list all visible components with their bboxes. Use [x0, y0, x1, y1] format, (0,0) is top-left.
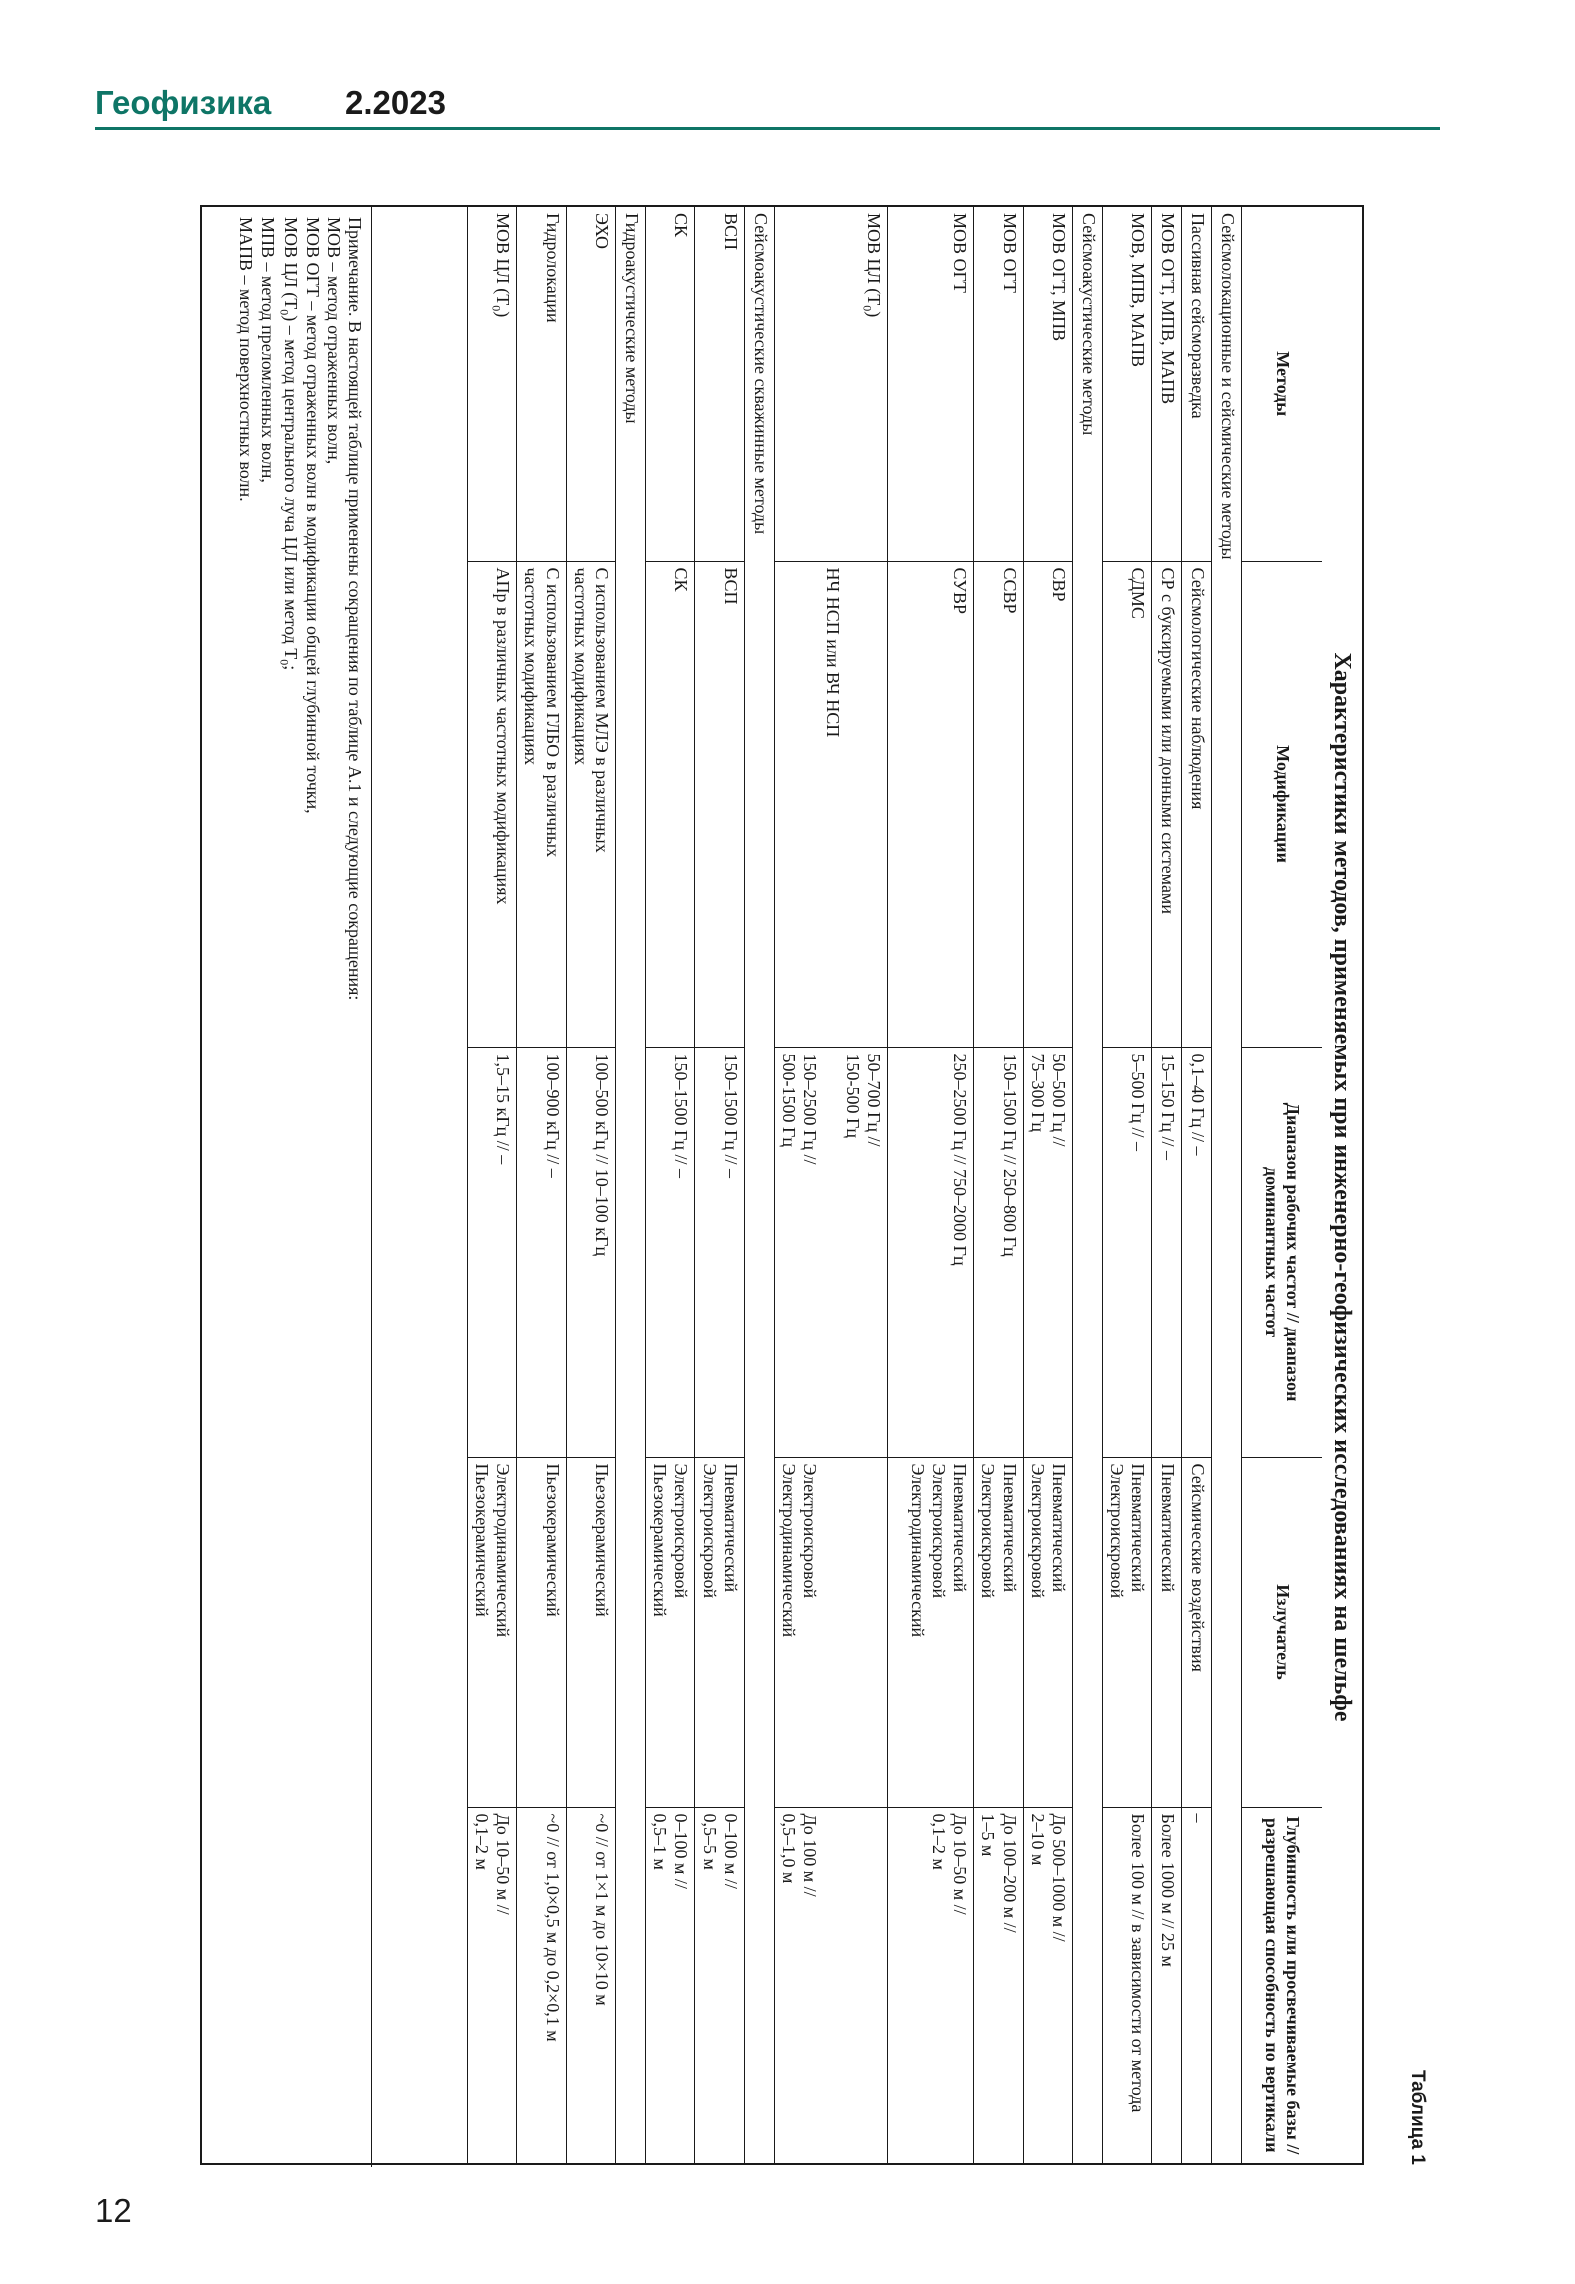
table-row: [695, 207, 744, 2163]
note-intro: Примечание. В настоящей таблице применены сокращения по таблице А.1 и следующие сокращения:: [345, 217, 365, 1001]
note-item: МПВ – метод преломленных волн,: [257, 217, 278, 483]
frequency-cell: [1182, 1047, 1212, 1457]
journal-name: Геофизика: [95, 84, 272, 121]
emitter-cell: [467, 1457, 516, 1807]
emitter-cell-line: [842, 1464, 863, 1801]
emitter-cell-line: Пьезокерамический: [471, 1463, 492, 1617]
method-cell: СК: [645, 207, 694, 561]
section-title: Сейсмоакустические скважинные методы: [744, 207, 774, 2163]
depth-cell: [517, 1807, 566, 2163]
emitter-cell-line: Пневматический: [1128, 1463, 1149, 1593]
method-cell: ЭХО: [566, 207, 615, 561]
emitter-cell-line: Электроискровой: [928, 1463, 949, 1599]
modification-cell: СК: [645, 561, 694, 1047]
method-cell: МОВ ОГТ, МПВ: [1023, 207, 1072, 561]
depth-cell: [774, 1807, 887, 2163]
method-cell: МОВ ОГТ: [888, 207, 974, 561]
emitter-cell-line: Электроискровой: [800, 1463, 821, 1599]
modification-cell: СР с буксируемыми или донными системами: [1152, 561, 1182, 1047]
depth-cell-line: –: [1188, 1813, 1209, 1823]
modification-cell: СВР: [1023, 561, 1072, 1047]
frequency-cell-line: 15–150 Гц // –: [1158, 1053, 1179, 1161]
emitter-cell-line: Пневматический: [720, 1463, 741, 1593]
depth-cell-line: До 100 м //: [800, 1813, 821, 1897]
table-row: [774, 207, 887, 2163]
frequency-cell-line: 5–500 Гц // –: [1128, 1053, 1149, 1152]
depth-cell: [645, 1807, 694, 2163]
page-number: 12: [95, 2192, 132, 2229]
frequency-cell-line: 150–1500 Гц // –: [720, 1053, 741, 1179]
emitter-cell: [1152, 1457, 1182, 1807]
table-row: [974, 207, 1023, 2163]
section-title: Сейсмолокационные и сейсмические методы: [1212, 207, 1242, 2163]
emitter-cell-line: Электроискровой: [1107, 1463, 1128, 1599]
method-cell: МОВ ОГТ, МПВ, МАПВ: [1152, 207, 1182, 561]
emitter-cell-line: Электродинамический: [493, 1463, 514, 1638]
note-item: МАПВ – метод поверхностных волн.: [236, 217, 257, 502]
method-cell: МОВ ЦЛ $(Т_0)$: [467, 207, 516, 561]
emitter-cell: [1182, 1457, 1212, 1807]
depth-cell: [467, 1807, 516, 2163]
column-header: Модификации: [1242, 561, 1322, 1047]
frequency-cell-line: 150–1500 Гц // –: [671, 1053, 692, 1179]
frequency-cell: [1152, 1047, 1182, 1457]
depth-cell-line: 0,5–5 м: [699, 1813, 720, 1870]
section-title: Гидроакустические методы: [615, 207, 645, 2163]
note-item: МОВ ОГТ – метод отраженных волн в модификации общей глубинной точки,: [302, 217, 323, 814]
modification-cell: ВСП: [695, 561, 744, 1047]
depth-cell-line: 1–5 м: [978, 1813, 999, 1857]
depth-cell: [566, 1807, 615, 2163]
emitter-cell: [888, 1457, 974, 1807]
column-header: Излучатель: [1242, 1457, 1322, 1807]
depth-cell: [1182, 1807, 1212, 2163]
depth-cell: [974, 1807, 1023, 2163]
table-row: [467, 207, 516, 2163]
emitter-cell: [645, 1457, 694, 1807]
frequency-cell-line: 75–300 Гц: [1027, 1053, 1048, 1133]
frequency-cell: [566, 1047, 615, 1457]
depth-cell-line: Более 100 м // в зависимости от метода: [1128, 1813, 1149, 2113]
depth-cell-line: 0–100 м //: [720, 1813, 741, 1889]
table-frame: [200, 205, 1364, 2165]
emitter-cell-line: Пьезокерамический: [542, 1463, 563, 1617]
journal-issue: 2.2023: [345, 84, 446, 121]
depth-cell-line: 0,5–1 м: [650, 1813, 671, 1870]
frequency-cell-line: 250–2500 Гц // 750–2000 Гц: [950, 1053, 971, 1266]
frequency-cell-line: 0,1–40 Гц // –: [1188, 1053, 1209, 1156]
journal-header: [95, 80, 1440, 132]
frequency-cell: [695, 1047, 744, 1457]
frequency-cell: [774, 1047, 887, 1457]
method-cell: МОВ, МПВ, МАПВ: [1103, 207, 1152, 561]
note-item: МОВ – метод отраженных волн,: [323, 217, 344, 465]
emitter-cell-line: Пневматический: [950, 1463, 971, 1593]
depth-cell-line: До 500–1000 м //: [1049, 1813, 1070, 1942]
emitter-cell-line: [820, 1464, 841, 1801]
depth-cell-line: До 10–50 м //: [950, 1813, 971, 1915]
frequency-cell: [888, 1047, 974, 1457]
modification-cell-line: частотных модификациях: [570, 567, 591, 765]
frequency-cell: [1103, 1047, 1152, 1457]
emitter-cell: [695, 1457, 744, 1807]
depth-cell-line: 0,1–2 м: [471, 1813, 492, 1870]
frequency-cell-line: 50–500 Гц //: [1049, 1053, 1070, 1147]
rotated-table-block: [200, 205, 1428, 2165]
depth-cell-line: 2–10 м: [1027, 1813, 1048, 1866]
depth-cell-line: 0–100 м //: [671, 1813, 692, 1889]
emitter-cell-line: Электроискровой: [699, 1463, 720, 1599]
emitter-cell-line: Электроискровой: [1027, 1463, 1048, 1599]
depth-cell-line: 0,5–1,0 м: [779, 1813, 800, 1884]
emitter-cell-line: Пьезокерамический: [591, 1463, 612, 1617]
emitter-cell-line: [863, 1464, 884, 1801]
modification-cell: [566, 561, 615, 1047]
depth-cell-line: [842, 1814, 863, 2158]
frequency-cell-line: [820, 1054, 841, 1451]
modification-cell: Сейсмологические наблюдения: [1182, 561, 1212, 1047]
method-cell: МОВ ОГТ: [974, 207, 1023, 561]
depth-cell: [695, 1807, 744, 2163]
emitter-cell-line: Пневматический: [1049, 1463, 1070, 1593]
emitter-cell: [1023, 1457, 1072, 1807]
depth-cell-line: До 100–200 м //: [999, 1813, 1020, 1933]
emitter-cell-line: Электродинамический: [779, 1463, 800, 1638]
method-cell: Гидролокации: [517, 207, 566, 561]
emitter-cell: [974, 1457, 1023, 1807]
depth-cell: [1103, 1807, 1152, 2163]
emitter-cell-line: Электродинамический: [907, 1463, 928, 1638]
table-row: [566, 207, 615, 2163]
frequency-cell-line: 150–1500 Гц // 250–800 Гц: [999, 1053, 1020, 1257]
depth-cell-line: Более 1000 м // 25 м: [1158, 1813, 1179, 1967]
table-row: [517, 207, 566, 2163]
emitter-cell-line: Пневматический: [999, 1463, 1020, 1593]
table-row: [1182, 207, 1212, 2163]
modification-cell-line: С использованием ГЛБО в различных: [542, 567, 563, 858]
depth-cell: [1023, 1807, 1072, 2163]
table-row: [1023, 207, 1072, 2163]
frequency-cell: [467, 1047, 516, 1457]
frequency-cell-line: 500-1500 Гц: [779, 1053, 800, 1148]
modification-cell: СУВР: [888, 561, 974, 1047]
frequency-cell-line: 100–900 кГц // –: [542, 1053, 563, 1178]
emitter-cell: [566, 1457, 615, 1807]
modification-cell-line: С использованием МЛЭ в различных: [591, 567, 612, 853]
frequency-cell-line: 100–500 кГц // 10–100 кГц: [591, 1053, 612, 1257]
column-header: Методы: [1242, 207, 1322, 561]
depth-cell-line: ~0 // от 1×1 м до 10×10 м: [591, 1813, 612, 2006]
table-title: Характеристики методов, применяемых при инженерно-геофизических исследованиях на шельфе: [1329, 652, 1355, 1722]
frequency-cell-line: 150–2500 Гц //: [800, 1053, 821, 1165]
modification-cell-line: частотных модификациях: [521, 567, 542, 765]
frequency-cell: [517, 1047, 566, 1457]
depth-cell-line: [820, 1814, 841, 2158]
depth-cell: [1152, 1807, 1182, 2163]
modification-cell: [517, 561, 566, 1047]
method-cell: ВСП: [695, 207, 744, 561]
frequency-cell: [974, 1047, 1023, 1457]
emitter-cell: [517, 1457, 566, 1807]
section-title: Сейсмоакустические методы: [1073, 207, 1103, 2163]
table-row: [1152, 207, 1182, 2163]
modification-cell: АПр в различных частотных модификациях: [467, 561, 516, 1047]
depth-cell: [888, 1807, 974, 2163]
depth-cell-line: ~0 // от 1,0×0,5 м до 0,2×0,1 м: [542, 1813, 563, 2042]
table-row: [1103, 207, 1152, 2163]
modification-cell: СДМС: [1103, 561, 1152, 1047]
table-note: [200, 207, 372, 2167]
column-header: Диапазон рабочих частот // диапазон доминантных частот: [1242, 1047, 1322, 1457]
column-header: Глубинность или просвечиваемые базы // разрешающая способность по вертикали: [1242, 1807, 1322, 2163]
emitter-cell: [1103, 1457, 1152, 1807]
emitter-cell-line: Электроискровой: [671, 1463, 692, 1599]
method-cell: МОВ ЦЛ $(Т_0)$: [774, 207, 887, 561]
modification-cell: НЧ НСП или ВЧ НСП: [774, 561, 887, 1047]
emitter-cell-line: Электроискровой: [978, 1463, 999, 1599]
emitter-cell: [774, 1457, 887, 1807]
modification-cell: ССВР: [974, 561, 1023, 1047]
table-row: [888, 207, 974, 2163]
note-item: МОВ ЦЛ $(Т_0)$ – метод центрального луча ЦЛ или метод $Т_0$;: [277, 217, 302, 671]
method-cell: Пассивная сейсморазведка: [1182, 207, 1212, 561]
depth-cell-line: До 10–50 м //: [493, 1813, 514, 1915]
frequency-cell: [1023, 1047, 1072, 1457]
methods-table: [467, 207, 1322, 2163]
frequency-cell-line: 150-500 Гц: [842, 1053, 863, 1139]
table-label: Таблица 1: [1407, 2069, 1428, 2165]
emitter-cell-line: Сейсмические воздействия: [1188, 1463, 1209, 1672]
depth-cell-line: 0,1–2 м: [928, 1813, 949, 1870]
table-row: [645, 207, 694, 2163]
emitter-cell-line: Пневматический: [1158, 1463, 1179, 1593]
frequency-cell: [645, 1047, 694, 1457]
frequency-cell-line: 50–700 Гц //: [864, 1053, 885, 1147]
header-rule: [95, 127, 1440, 130]
emitter-cell-line: Пьезокерамический: [650, 1463, 671, 1617]
frequency-cell-line: 1,5–15 кГц // –: [493, 1053, 514, 1165]
depth-cell-line: [863, 1814, 884, 2158]
